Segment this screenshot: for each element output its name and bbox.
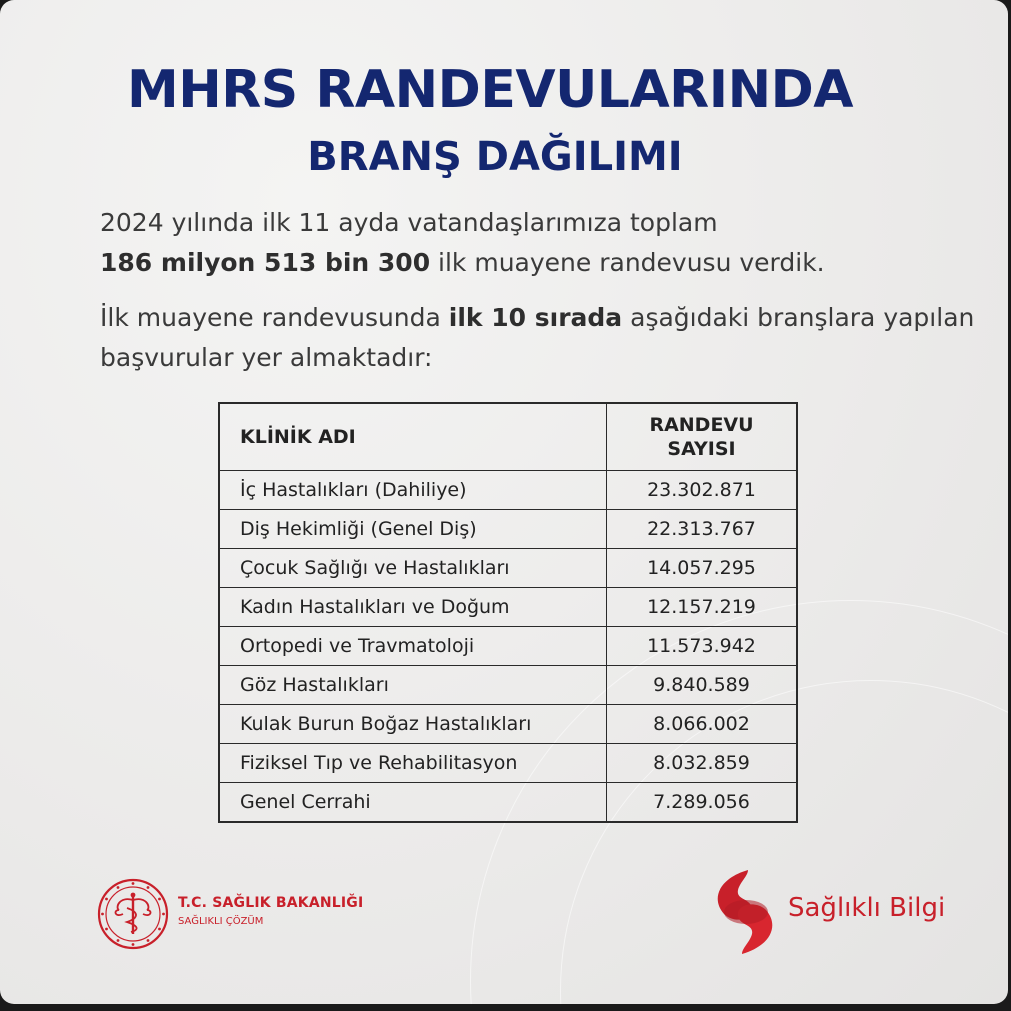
branch-table	[218, 402, 798, 823]
appointment-count: 22.313.767	[607, 510, 798, 549]
clinic-name: Kulak Burun Boğaz Hastalıkları	[219, 705, 607, 744]
appointment-count: 8.066.002	[607, 705, 798, 744]
clinic-name: Ortopedi ve Travmatoloji	[219, 627, 607, 666]
appointment-count: 23.302.871	[607, 471, 798, 510]
table-row	[219, 549, 797, 588]
page-title: MHRS RANDEVULARINDA	[126, 60, 853, 120]
ranking-paragraph	[100, 298, 980, 378]
ranking-text-end: aşağıdaki branşlara yapılan başvurular yer almaktadır:	[100, 303, 975, 372]
appointment-count: 8.032.859	[607, 744, 798, 783]
ranking-highlight: ilk 10 sırada	[448, 303, 623, 332]
table-row	[219, 627, 797, 666]
clinic-name: İç Hastalıkları (Dahiliye)	[219, 471, 607, 510]
table-row	[219, 744, 797, 783]
saglikli-bilgi-logo-icon	[708, 868, 780, 956]
appointment-count: 11.573.942	[607, 627, 798, 666]
table-row	[219, 471, 797, 510]
total-appointments: 186 milyon 513 bin 300	[100, 248, 431, 277]
column-header-count	[607, 403, 798, 471]
page-subtitle: BRANŞ DAĞILIMI	[307, 134, 683, 180]
table-row	[219, 705, 797, 744]
appointment-count: 14.057.295	[607, 549, 798, 588]
ministry-slogan: SAĞLIKLI ÇÖZÜM	[178, 916, 264, 927]
table-row	[219, 783, 797, 823]
appointment-count: 9.840.589	[607, 666, 798, 705]
intro-paragraph	[100, 203, 980, 283]
column-header-count-line2: SAYISI	[667, 438, 736, 460]
ministry-seal-icon	[97, 878, 169, 950]
table-header-row	[219, 403, 797, 471]
ranking-text: İlk muayene randevusunda	[100, 303, 449, 332]
clinic-name: Çocuk Sağlığı ve Hastalıkları	[219, 549, 607, 588]
intro-text: 2024 yılında ilk 11 ayda vatandaşlarımıza toplam	[100, 208, 718, 237]
table-row	[219, 588, 797, 627]
clinic-name: Göz Hastalıkları	[219, 666, 607, 705]
clinic-name: Kadın Hastalıkları ve Doğum	[219, 588, 607, 627]
intro-text-end: ilk muayene randevusu verdik.	[430, 248, 825, 277]
column-header-count-line1: RANDEVU	[649, 414, 754, 436]
table-row	[219, 510, 797, 549]
clinic-name: Diş Hekimliği (Genel Diş)	[219, 510, 607, 549]
column-header-clinic: KLİNİK ADI	[219, 403, 607, 471]
brand-name: Sağlıklı Bilgi	[788, 893, 946, 923]
table-row	[219, 666, 797, 705]
clinic-name: Genel Cerrahi	[219, 783, 607, 823]
clinic-name: Fiziksel Tıp ve Rehabilitasyon	[219, 744, 607, 783]
appointment-count: 12.157.219	[607, 588, 798, 627]
appointment-count: 7.289.056	[607, 783, 798, 823]
ministry-name: T.C. SAĞLIK BAKANLIĞI	[178, 895, 364, 911]
